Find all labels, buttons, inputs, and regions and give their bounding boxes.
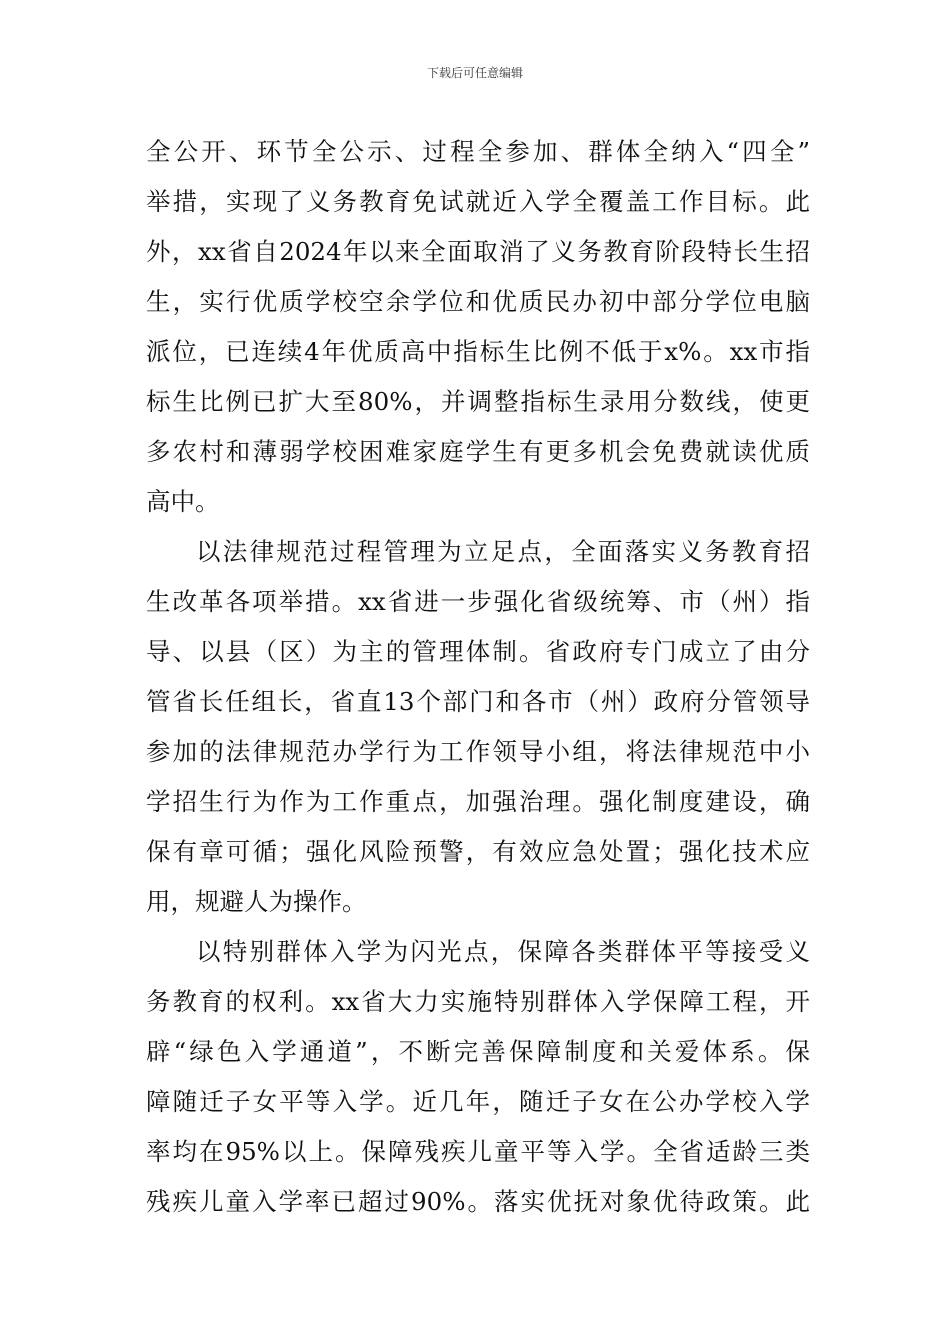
text-line: 障随迁子女平等入学。近几年，随迁子女在公办学校入学: [146, 1087, 810, 1116]
text-line: 高中。: [146, 487, 220, 516]
text-line: 生改革各项举措。xx省进一步强化省级统筹、市（州）指: [146, 587, 810, 616]
text-line: 举措，实现了义务教育免试就近入学全覆盖工作目标。此: [146, 187, 810, 216]
text-line: 管省长任组长，省直13个部门和各市（州）政府分管领导: [146, 687, 810, 716]
text-line: 派位，已连续4年优质高中指标生比例不低于x%。xx市指: [146, 337, 810, 366]
text-line: 率均在95%以上。保障残疾儿童平等入学。全省适龄三类: [146, 1137, 810, 1166]
text-line: 保有章可循；强化风险预警，有效应急处置；强化技术应: [146, 837, 810, 866]
text-line: 标生比例已扩大至80%，并调整指标生录用分数线，使更: [146, 387, 810, 416]
paragraph-first-line: 以法律规范过程管理为立足点，全面落实义务教育招: [196, 537, 810, 566]
page-header: 下载后可任意编辑: [426, 66, 523, 80]
text-line: 全公开、环节全公示、过程全参加、群体全纳入“四全”: [146, 137, 810, 166]
text-line: 残疾儿童入学率已超过90%。落实优抚对象优待政策。此: [146, 1187, 810, 1216]
text-line: 辟“绿色入学通道”，不断完善保障制度和关爱体系。保: [146, 1037, 810, 1066]
text-line: 生，实行优质学校空余学位和优质民办初中部分学位电脑: [146, 287, 810, 316]
text-line: 导、以县（区）为主的管理体制。省政府专门成立了由分: [146, 637, 810, 666]
paragraph-first-line: 以特别群体入学为闪光点，保障各类群体平等接受义: [196, 937, 810, 966]
document-body: [146, 127, 810, 1227]
text-line: 用，规避人为操作。: [146, 887, 367, 916]
text-line: 多农村和薄弱学校困难家庭学生有更多机会免费就读优质: [146, 437, 810, 466]
text-line: 务教育的权利。xx省大力实施特别群体入学保障工程，开: [146, 987, 810, 1016]
text-line: 学招生行为作为工作重点，加强治理。强化制度建设，确: [146, 787, 810, 816]
text-line: 外，xx省自2024年以来全面取消了义务教育阶段特长生招: [146, 237, 810, 266]
text-line: 参加的法律规范办学行为工作领导小组，将法律规范中小: [146, 737, 810, 766]
